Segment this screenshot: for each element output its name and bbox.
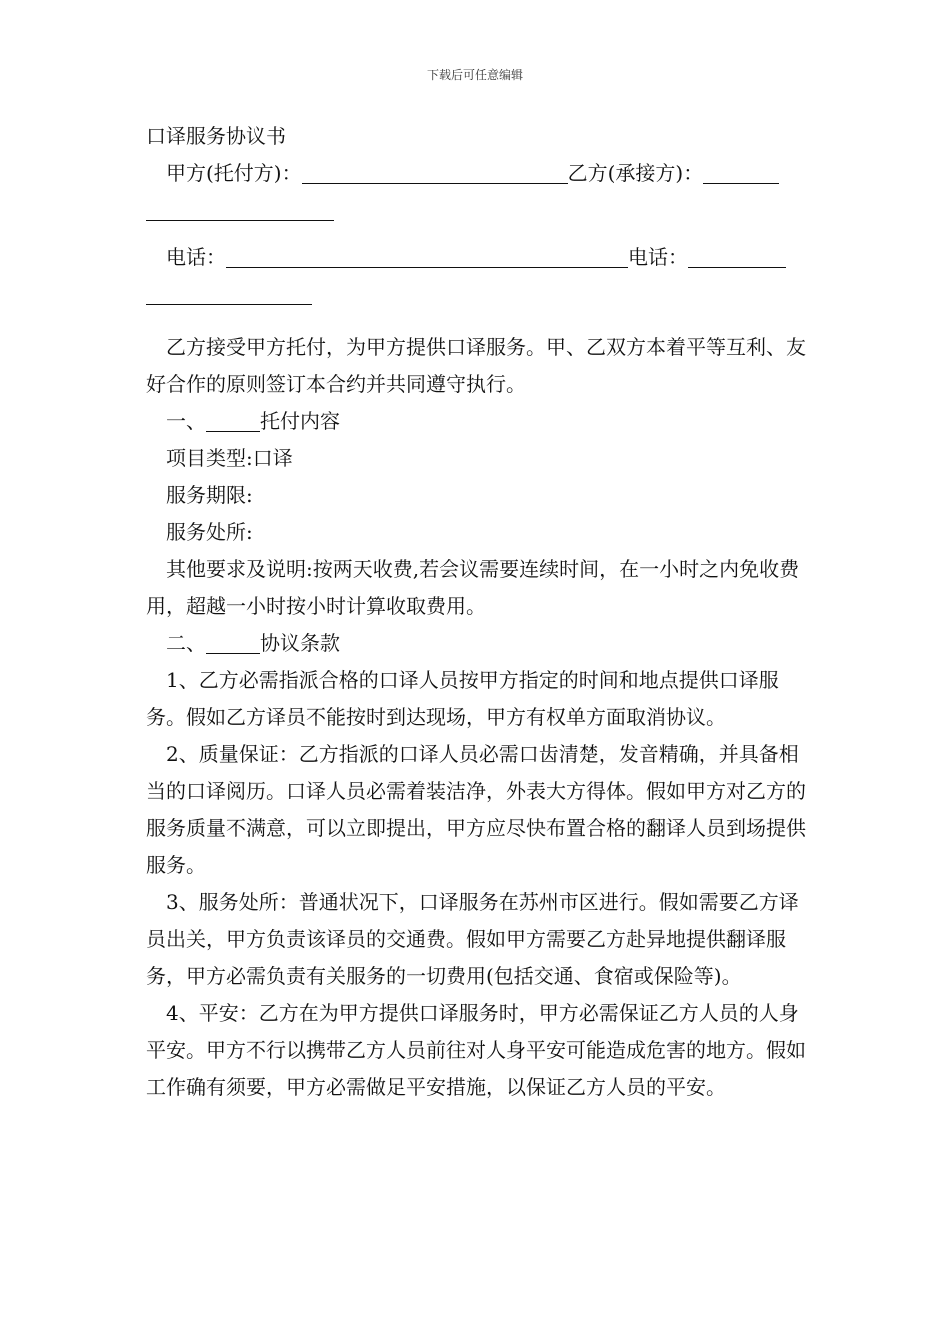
party-b-blank-continued [146,196,334,221]
phone-line-continuation [146,276,808,313]
clause-3: 3、服务处所：普通状况下，口译服务在苏州市区进行。假如需要乙方译员出关，甲方负责该译员的交通费。假如甲方需要乙方赴异地提供翻译服务，甲方必需负责有关服务的一切费用(包括交通、食宿或保险等)。 [146,890,799,988]
section-2-heading [146,625,808,662]
service-place: 服务处所: [166,520,253,544]
page-header-note: 下载后可任意编辑 [426,68,523,82]
section-1-prefix: 一、 [166,409,206,433]
party-line-continuation [146,192,808,229]
phone-b-blank-continued [146,280,312,305]
project-type: 项目类型:口译 [166,446,293,470]
party-b-blank [703,159,779,184]
other-requirements: 其他要求及说明:按两天收费,若会议需要连续时间，在一小时之内免收费用，超越一小时按小时计算收取费用。 [146,557,800,618]
section-1-blank [206,407,260,432]
phone-b-label: 电话： [628,245,688,269]
section-2-title: 协议条款 [260,631,340,655]
document-body [146,118,808,1106]
phone-b-blank [688,243,786,268]
clause-4: 4、平安：乙方在为甲方提供口译服务时，甲方必需保证乙方人员的人身平安。甲方不行以携带乙方人员前往对人身平安可能造成危害的地方。假如工作确有须要，甲方必需做足平安措施，以保证乙方人员的平安。 [146,1001,806,1099]
clause-1: 1、乙方必需指派合格的口译人员按甲方指定的时间和地点提供口译服务。假如乙方译员不能按时到达现场，甲方有权单方面取消协议。 [146,668,779,729]
clause-2: 2、质量保证：乙方指派的口译人员必需口齿清楚，发音精确，并具备相当的口译阅历。口译人员必需着装洁净，外表大方得体。假如甲方对乙方的服务质量不满意，可以立即提出，甲方应尽快布置合格的翻译人员到场提供服务。 [146,742,806,877]
section-2-blank [206,629,260,654]
phone-a-label: 电话： [166,245,226,269]
intro-paragraph: 乙方接受甲方托付，为甲方提供口译服务。甲、乙双方本着平等互利、友好合作的原则签订本合约并共同遵守执行。 [146,335,806,396]
phone-line [146,239,808,276]
phone-a-blank [226,243,628,268]
section-1-heading [146,403,808,440]
party-a-label: 甲方(托付方)： [166,161,302,185]
section-1-title: 托付内容 [260,409,340,433]
party-line [146,155,808,192]
section-2-prefix: 二、 [166,631,206,655]
document-title: 口译服务协议书 [146,124,286,148]
party-a-blank [302,159,568,184]
party-b-label: 乙方(承接方)： [567,161,704,185]
service-period: 服务期限: [166,483,253,507]
